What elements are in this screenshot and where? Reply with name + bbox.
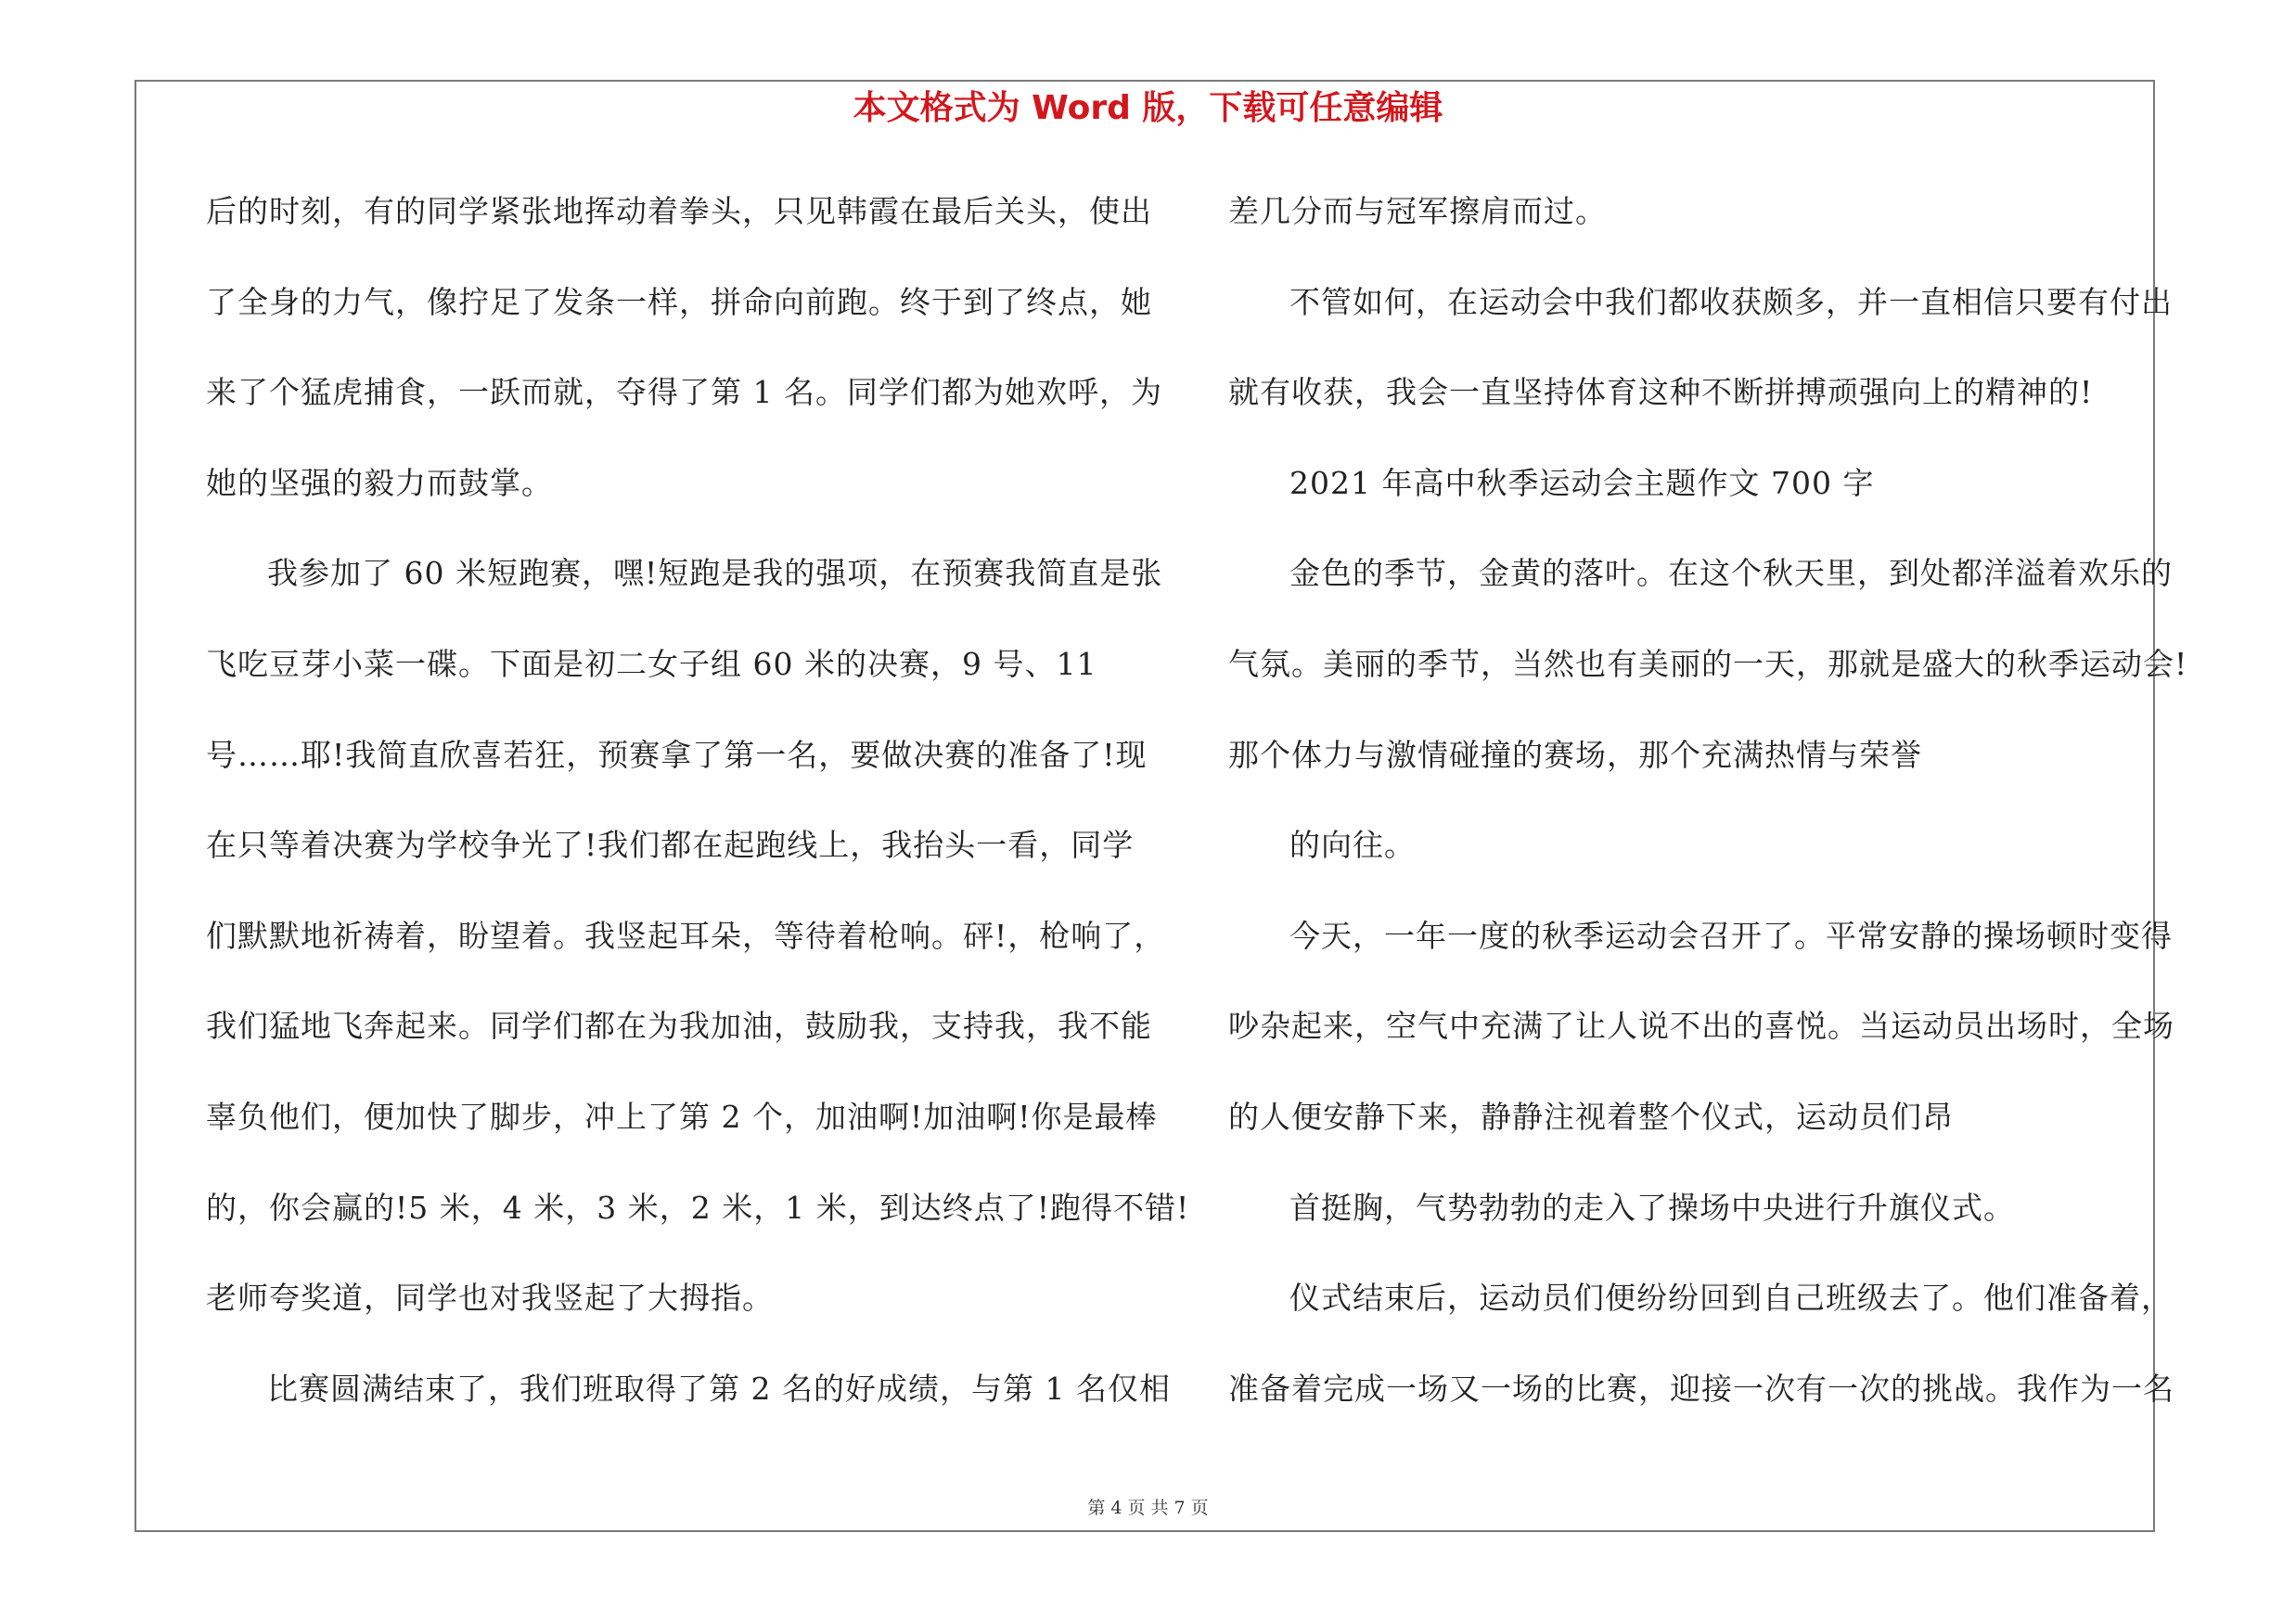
text-line: 差几分而与冠军擦肩而过。 [1228,193,1607,229]
text-line: 金色的季节，金黄的落叶。在这个秋天里，到处都洋溢着欢乐的 [1289,555,2173,592]
text-line: 不管如何，在运动会中我们都收获颇多，并一直相信只要有付出 [1289,283,2173,320]
text-line: 飞吃豆芽小菜一碟。下面是初二女子组 60 米的决赛，9 号、11 [206,645,1097,682]
text-line: 吵杂起来，空气中充满了让人说不出的喜悦。当运动员出场时，全场 [1228,1008,2174,1045]
text-line: 在只等着决赛为学校争光了!我们都在起跑线上，我抬头一看，同学 [206,827,1135,864]
text-line: 那个体力与激情碰撞的赛场，那个充满热情与荣誉 [1228,736,1922,773]
text-line: 来了个猛虎捕食，一跃而就，夺得了第 1 名。同学们都为她欢呼，为 [206,374,1162,411]
text-line: 们默默地祈祷着，盼望着。我竖起耳朵，等待着枪响。砰!，枪响了， [206,917,1166,954]
text-line: 了全身的力气，像拧足了发条一样，拼命向前跑。终于到了终点，她 [206,283,1152,320]
text-line: 准备着完成一场又一场的比赛，迎接一次有一次的挑战。我作为一名 [1228,1370,2174,1407]
left-text-column [206,186,1190,1453]
text-line: 我们猛地飞奔起来。同学们都在为我加油，鼓励我，支持我，我不能 [206,1008,1152,1045]
text-line: 我参加了 60 米短跑赛，嘿!短跑是我的强项，在预赛我简直是张 [267,555,1163,592]
text-line: 首挺胸，气势勃勃的走入了操场中央进行升旗仪式。 [1289,1189,2015,1226]
word-format-banner: 本文格式为 Word 版，下载可任意编辑 [853,89,1443,127]
text-line: 的，你会赢的!5 米，4 米，3 米，2 米，1 米，到达终点了!跑得不错! [206,1189,1190,1226]
text-line: 气氛。美丽的季节，当然也有美丽的一天，那就是盛大的秋季运动会! [1228,645,2188,682]
text-line: 号……耶!我简直欣喜若狂，预赛拿了第一名，要做决赛的准备了!现 [206,736,1148,773]
text-line: 比赛圆满结束了，我们班取得了第 2 名的好成绩，与第 1 名仅相 [267,1370,1171,1407]
text-line: 老师夸奖道，同学也对我竖起了大拇指。 [206,1280,774,1317]
text-line: 后的时刻，有的同学紧张地挥动着拳头，只见韩霞在最后关头，使出 [206,193,1152,229]
text-line: 2021 年高中秋季运动会主题作文 700 字 [1289,464,1875,501]
right-text-column [1228,186,2188,1453]
text-line: 仪式结束后，运动员们便纷纷回到自己班级去了。他们准备着， [1289,1280,2173,1317]
text-line: 今天，一年一度的秋季运动会召开了。平常安静的操场顿时变得 [1289,917,2173,954]
text-line: 她的坚强的毅力而鼓掌。 [206,464,553,501]
text-line: 就有收获，我会一直坚持体育这种不断拼搏顽强向上的精神的! [1228,374,2094,411]
text-line: 的向往。 [1289,827,1416,864]
text-line: 的人便安静下来，静静注视着整个仪式，运动员们昂 [1228,1098,1954,1135]
text-line: 辜负他们，便加快了脚步，冲上了第 2 个，加油啊!加油啊!你是最棒 [206,1098,1158,1135]
page-number-footer: 第 4 页 共 7 页 [1087,1498,1209,1518]
